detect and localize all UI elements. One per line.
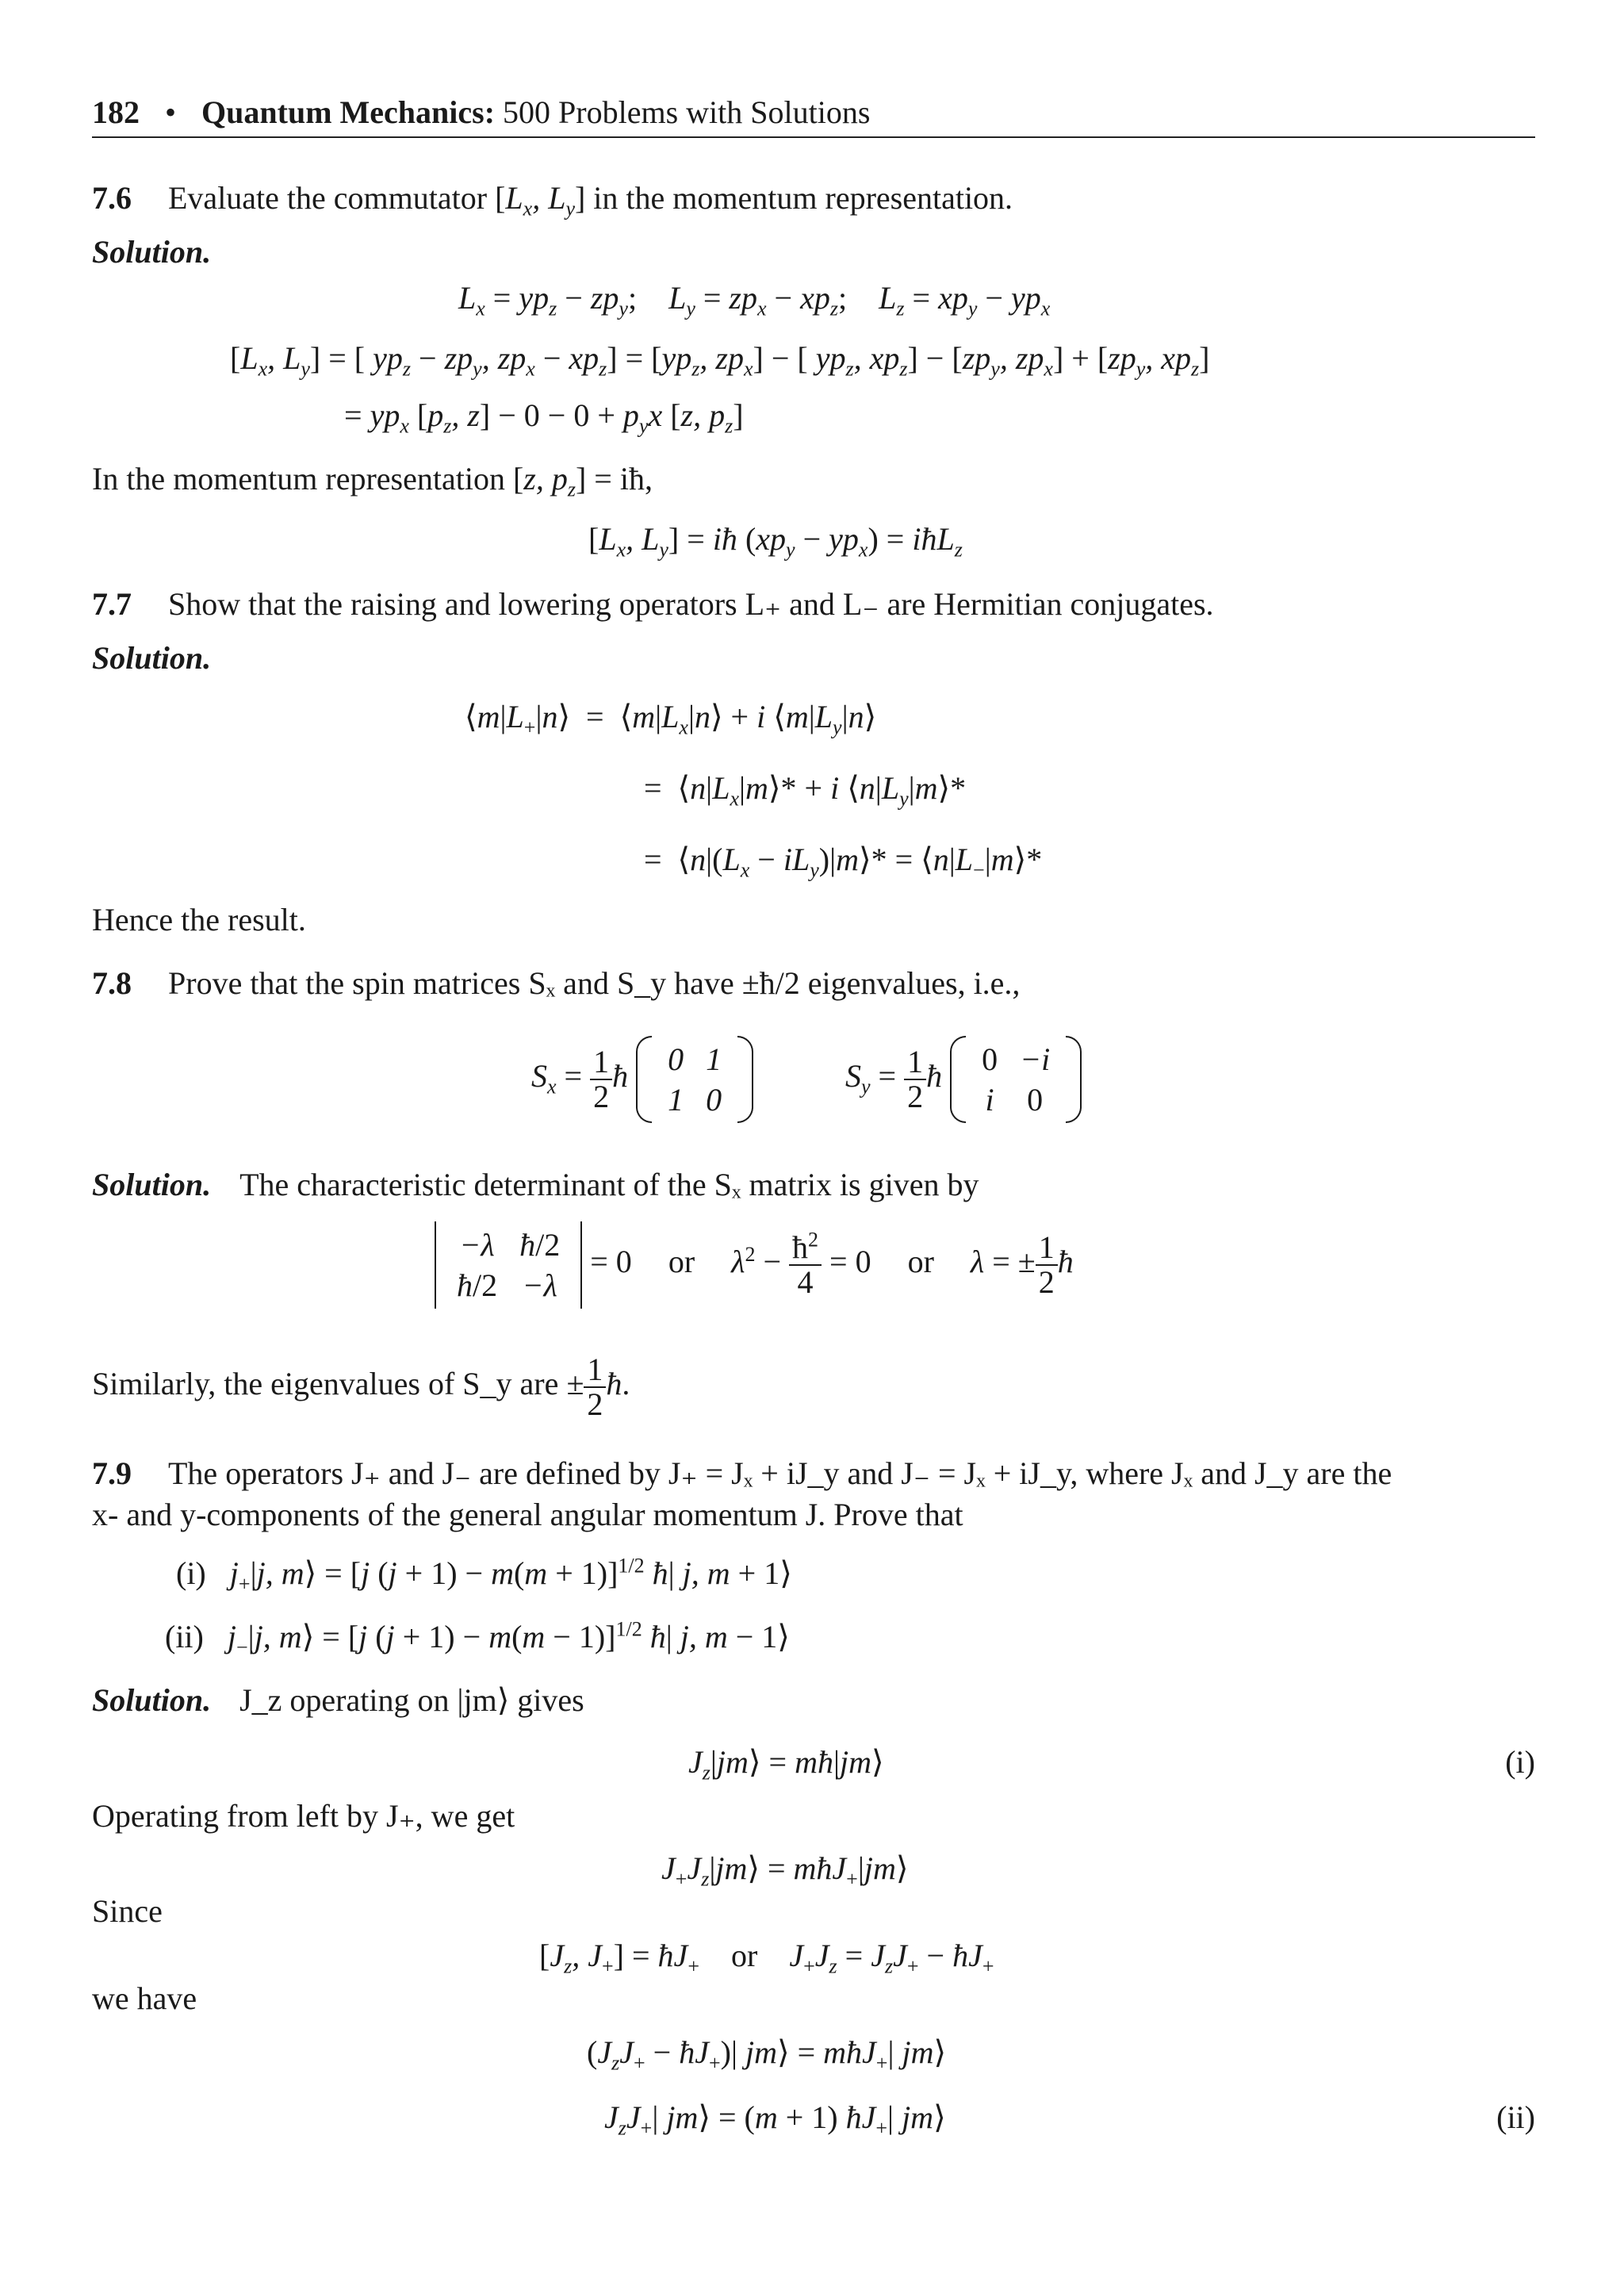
similarly-line: Similarly, the eigenvalues of S_y are ± $\frac{1}{2}$ ħ.: [92, 1351, 630, 1422]
solution-label: Solution.: [92, 1682, 212, 1718]
or-text: or: [730, 1938, 758, 1973]
header-bullet: •: [165, 94, 177, 130]
book-title-bold: Quantum Mechanics:: [201, 94, 496, 130]
header-rule: [92, 136, 1535, 138]
equation-commutator-jz-jplus: [$J_z$, $J_+$] = $ħJ_+$ or $J_+J_z = J_zJ_+$ − $ħJ_+$: [539, 1938, 994, 1978]
problem-7-7-statement: [92, 585, 1214, 623]
equation-jz-eigen: $J_z|jm⟩$ = mħ|jm⟩: [688, 1744, 884, 1785]
solution-text: J_z operating on |jm⟩ gives: [239, 1682, 584, 1718]
equation-sy-matrix: $S_y$ = $\frac{1}{2}$ ħ 0 −i i 0: [845, 1036, 1082, 1123]
operating-text: Operating from left by J₊, we get: [92, 1798, 515, 1834]
book-title-rest: 500 Problems with Solutions: [503, 94, 871, 130]
item-i: (i): [176, 1555, 206, 1591]
claim-i: (i) $j_+|j$, m⟩ = [j (j + 1) − m(m + 1)]$^{1/2}$ ħ| j, m + 1⟩: [176, 1554, 792, 1596]
since-text: Since: [92, 1893, 163, 1929]
page-number: 182: [92, 94, 140, 130]
equation-commutator-expand: [$L_x$, $L_y$] = [ $yp_z - zp_y$, $zp_x - xp_z] = [yp_z$, $zp_x$] − [ $yp_z$, $xp_z] - [zp_y$, $zp_x] + [zp_y$, $xp_z$]: [230, 340, 1210, 381]
problem-number: 7.9: [92, 1455, 132, 1491]
equation-characteristic-determinant: −λ ħ/2 ħ/2 −λ = 0 or $\lambda^2$ − $\frac{ħ^2}{4}$ = 0 or λ = ± $\frac{1}{2}$ ħ: [435, 1221, 1074, 1309]
or-text-2: or: [907, 1244, 934, 1280]
problem-number: 7.8: [92, 965, 132, 1001]
statement-line-1: The operators J₊ and J₋ are defined by J₊ = Jₓ + iJ_y and J₋ = Jₓ + iJ_y, where Jₓ and J_y are the: [168, 1455, 1392, 1491]
equation-jplus-jz: $J_+J_z|jm⟩$ = mħJ$_+$|jm⟩: [661, 1850, 909, 1891]
equation-sx-matrix: $S_x$ = $\frac{1}{2}$ ħ 0 1 1 0: [531, 1036, 753, 1123]
running-header: [92, 94, 870, 131]
equation-label-ii: (ii): [1496, 2099, 1535, 2135]
momentum-text-end: ] = iħ,: [575, 461, 653, 496]
statement-line-2: x- and y-components of the general angular momentum J. Prove that: [92, 1497, 963, 1532]
similarly-text: Similarly, the eigenvalues of S_y are: [92, 1366, 559, 1402]
conclusion-text: Hence the result.: [92, 902, 306, 937]
equation-we-have-1: ($J_zJ_+$ − $ħJ_+)|$ jm⟩ = mħJ$_+$| jm⟩: [587, 2034, 947, 2075]
solution-label: Solution.: [92, 1167, 212, 1202]
statement-text: Show that the raising and lowering operators L₊ and L₋ are Hermitian conjugates.: [168, 586, 1214, 622]
solution-label: Solution.: [92, 640, 212, 676]
equation-l-components: $L_x = yp_z - zp_y$; $L_y = zp_x - xp_z$; $L_z = xp_y - yp_x$: [458, 280, 1051, 320]
statement-pre: Evaluate the commutator [: [168, 180, 506, 216]
statement-post: ] in the momentum representation.: [574, 180, 1013, 216]
momentum-text: In the momentum representation [: [92, 461, 524, 496]
statement-text: Prove that the spin matrices Sₓ and S_y have ±ħ/2 eigenvalues, i.e.,: [168, 965, 1021, 1001]
item-ii: (ii): [165, 1619, 204, 1654]
equation-we-have-2: $J_zJ_+|$ jm⟩ = (m + 1) $ħJ_+|$ jm⟩: [604, 2099, 946, 2140]
problem-number: 7.7: [92, 586, 132, 622]
problem-7-8-statement: [92, 964, 1020, 1003]
solution-label: Solution.: [92, 234, 212, 270]
momentum-representation-text: In the momentum representation [z, $p_z$] = iħ,: [92, 461, 653, 501]
or-text: or: [668, 1244, 695, 1280]
problem-number: 7.6: [92, 180, 132, 216]
equation-label-i: (i): [1505, 1744, 1535, 1780]
problem-7-9-statement: [92, 1455, 1392, 1493]
equation-hermitian-2: = $⟨n|L_x|m⟩* + i$ $⟨n|L_y|m⟩*$: [644, 770, 967, 811]
problem-7-6-statement: 7.6 Evaluate the commutator [$L_x$, $L_y$] in the momentum representation.: [92, 180, 1013, 220]
equation-commutator-result: = $yp_x$ [$p_z$, $z] - 0 - 0 + p_yx$ [z, $p_z$]: [344, 397, 744, 438]
claim-ii: (ii) $j_-|j$, m⟩ = [j (j + 1) − m(m − 1)]$^{1/2}$ ħ| j, m − 1⟩: [165, 1617, 790, 1659]
solution-7-8: [92, 1166, 979, 1204]
equation-lx-ly-result: [$L_x$, $L_y$] = iħ $(xp_y - yp_x)$ = iħL$_z$: [588, 521, 963, 562]
solution-text: The characteristic determinant of the Sₓ matrix is given by: [239, 1167, 979, 1202]
equation-hermitian-1: $⟨m|L_+|n⟩$ = $⟨m|L_x|n⟩ + i$ $⟨m|L_y|n⟩$: [465, 699, 877, 739]
solution-7-9: [92, 1681, 584, 1720]
equation-hermitian-3: = $⟨n|(L_x$ − $iL_y)|m⟩*$ = $⟨n|L_-|m⟩*$: [644, 842, 1043, 882]
we-have-text: we have: [92, 1980, 197, 2016]
